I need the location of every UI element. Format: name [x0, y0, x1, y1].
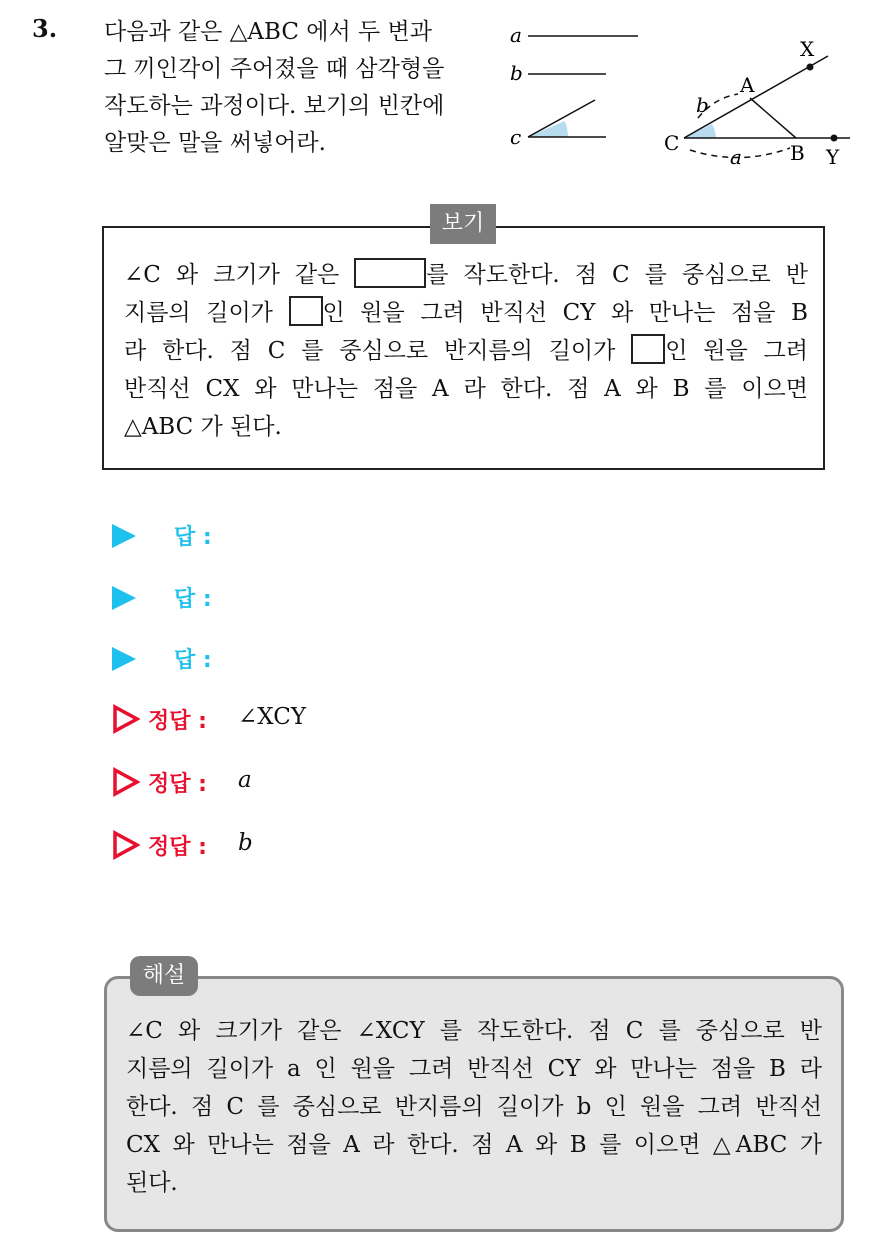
bogi-tag: 보기 — [430, 204, 496, 244]
bogi-line: 반직선 CX 와 만나는 점을 A 라 한다. 점 A 와 B 를 이으면 — [124, 376, 808, 402]
blank-box-1 — [354, 258, 426, 288]
correct-label: 정답 : — [148, 835, 207, 860]
question-text — [104, 14, 484, 162]
correct-label: 정답 : — [148, 772, 207, 797]
explanation-line: 한다. 점 C 를 중심으로 반지름의 길이가 b 인 원을 그려 반직선 — [126, 1094, 822, 1120]
side-ab — [750, 98, 796, 138]
label-x: X — [800, 37, 815, 61]
explanation-tag: 해설 — [130, 956, 198, 996]
correct-value: ∠XCY — [238, 704, 307, 730]
filled-triangle-icon — [112, 647, 136, 671]
question-line: 작도하는 과정이다. 보기의 빈칸에 — [104, 93, 445, 119]
explanation-text — [126, 1012, 822, 1202]
point-y — [831, 135, 838, 142]
answer-row-2 — [112, 582, 512, 612]
answer-row-1 — [112, 520, 512, 550]
label-y: Y — [826, 145, 840, 169]
explanation-line: 된다. — [126, 1170, 178, 1196]
filled-triangle-icon — [112, 586, 136, 610]
blank-box-3 — [631, 334, 665, 364]
bogi-text-segment: 인 원을 그려 — [665, 338, 808, 364]
outline-triangle-icon — [112, 767, 140, 797]
explanation-line: CX 와 만나는 점을 A 라 한다. 점 A 와 B 를 이으면 △ABC 가 — [126, 1132, 822, 1158]
bogi-line — [124, 256, 808, 294]
bogi-line — [124, 294, 808, 332]
bogi-line: △ABC 가 된다. — [124, 414, 282, 440]
bogi-text-segment: 를 작도한다. 점 C 를 중심으로 반 — [426, 262, 808, 288]
bogi-text — [124, 256, 808, 446]
question-number: 3. — [32, 14, 58, 43]
label-b: B — [790, 141, 805, 165]
bogi-text-segment: 라 한다. 점 C 를 중심으로 반지름의 길이가 — [124, 338, 632, 364]
question-line: 알맞은 말을 써넣어라. — [104, 130, 326, 156]
answer-label: 답 : — [174, 587, 212, 612]
outline-triangle-icon — [112, 830, 140, 860]
bogi-text-segment: 인 원을 그려 반직선 CY 와 만나는 점을 B — [322, 300, 808, 326]
side-b-label: b — [696, 93, 709, 117]
answer-label: 답 : — [174, 648, 212, 673]
question-line: 다음과 같은 △ABC 에서 두 변과 — [104, 19, 432, 45]
bogi-line — [124, 332, 808, 370]
side-a-label: a — [730, 145, 742, 169]
correct-label: 정답 : — [148, 709, 207, 734]
filled-triangle-icon — [112, 524, 136, 548]
outline-triangle-icon — [112, 704, 140, 734]
label-c: C — [664, 131, 680, 155]
correct-row-1 — [112, 704, 512, 734]
segment-a-label: a — [510, 23, 522, 47]
correct-value: a — [238, 767, 252, 793]
point-x — [807, 64, 814, 71]
label-a: A — [740, 73, 755, 97]
correct-value: b — [238, 830, 253, 856]
bogi-text-segment: ∠C 와 크기가 같은 — [124, 262, 355, 288]
answer-label: 답 : — [174, 525, 212, 550]
question-line: 그 끼인각이 주어졌을 때 삼각형을 — [104, 56, 445, 82]
answer-row-3 — [112, 643, 512, 673]
correct-row-2 — [112, 767, 512, 797]
segment-b-label: b — [510, 61, 523, 85]
angle-c-label: c — [510, 125, 522, 149]
bogi-text-segment: 지름의 길이가 — [124, 300, 289, 326]
explanation-line: 지름의 길이가 a 인 원을 그려 반직선 CY 와 만나는 점을 B 라 — [126, 1056, 822, 1082]
blank-box-2 — [289, 296, 323, 326]
explanation-line: ∠C 와 크기가 같은 ∠XCY 를 작도한다. 점 C 를 중심으로 반 — [126, 1018, 822, 1044]
triangle-construction-figure — [500, 20, 860, 180]
correct-row-3 — [112, 830, 512, 860]
angle-c-fill — [528, 121, 568, 137]
